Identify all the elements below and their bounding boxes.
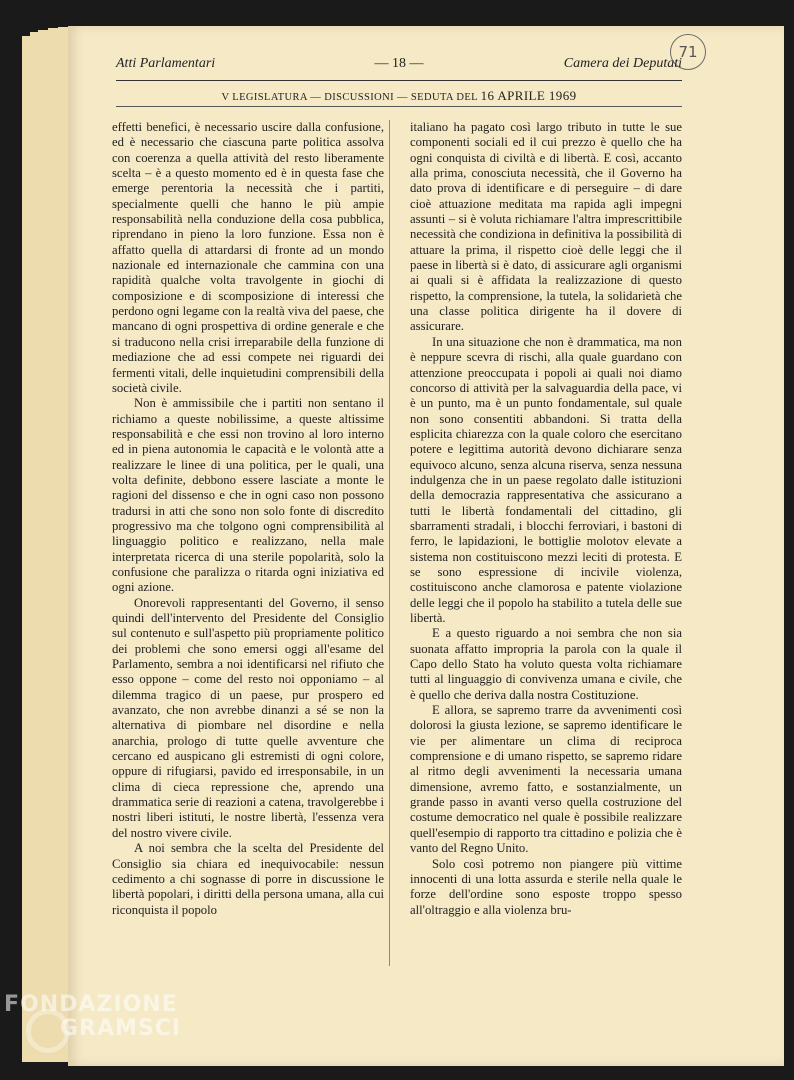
watermark-logo	[4, 993, 181, 1041]
paragraph: E allora, se sapremo trarre da avvenimenti così dolorosi la giusta lezione, se sapremo identificare le vie per alimentare un clima di reciproca comprensione e di umano rispetto, se sapremo ridare al ritmo degli avvenimenti la necessaria umana dimensione, avremo fatto, e sostanzialmente, un grande passo in avanti verso quella costruzione del costume democratico nel quale è possibile realizzare quell'esempio di rapporto tra cittadino e polizia che è vanto del Regno Unito.	[410, 703, 682, 856]
running-header	[116, 56, 682, 80]
paragraph: effetti benefici, è necessario uscire dalla confusione, ed è necessario che ciascuna parte politica assolva con coerenza a quella attività del resto liberamente scelta – è a questo momento ed è in questa fase che emerge perentoria la necessità che i partiti, specialmente quelli che hanno le più ampie responsabilità nella conduzione della cosa pubblica, riprendano in pieno la loro funzione. Essa non è affatto quella di attardarsi di fronte ad un mondo nazionale ed internazionale che cammina con una rapidità qualche volta travolgente in giochi di composizione e di scomposizione di interessi che perdono ogni legame con la realtà viva del paese, che mancano di ogni prospettiva di ordine generale e che si traducono nella crisi irreparabile della funzione di mediazione che ad essi compete nei riguardi dei fermenti vitali, delle inquietudini comprensibili della società civile.	[112, 120, 384, 395]
session-date: 16 APRILE 1969	[480, 88, 577, 103]
paragraph: Solo così potremo non piangere più vittime innocenti di una lotta assurda e sterile nella quale le forze dell'ordine sono esposte troppo spesso all'oltraggio e alla violenza bru-	[410, 856, 682, 917]
session-text: V LEGISLATURA — DISCUSSIONI — SEDUTA DEL	[221, 92, 478, 103]
header-left: Atti Parlamentari	[116, 56, 216, 71]
paragraph: In una situazione che non è drammatica, ma non è neppure scevra di rischi, alla quale guardano con attenzione preoccupata i popoli ai quali noi diamo concorso di attività per la salvaguardia della pace, vi è un punto, ma è un punto fondamentale, sul quale non sono consentiti abbandoni. Si tratta della esplicita chiarezza con la quale coloro che esercitano potere e legittima autorità devono dichiarare senza equivoco alcuno, senza alcuna riserva, senza nessuna indulgenza che in un paese regolato dalle istituzioni della democrazia rappresentativa che assicurano a tutti le libertà fondamentali del cittadino, gli sbarramenti stradali, i blocchi ferroviari, i bastoni di ferro, le lapidazioni, le bottiglie molotov elevate a sistema non costituiscono mezzi leciti di protesta. E se sono espressione di incivile violenza, costituiscono anche clamorosa e patente violazione delle leggi che il popolo ha stabilito a tutela delle sue libertà.	[410, 334, 682, 625]
left-column	[112, 120, 384, 918]
page-number: — 18 —	[374, 56, 424, 71]
paragraph: italiano ha pagato così largo tributo in tutte le sue componenti sociali ed il cui prezzo è quello che ha ogni conquista di civiltà e di libertà. E così, accanto alla prima, conosciuta necessità, che il Governo ha dato prova di identificare e di perseguire – di dare cioè attuazione meditata ma rapida agli impegni assunti – si è voluta richiamare l'altra imprescrittibile necessità che condiziona in definitiva la possibilità di attuare la prima, il rispetto cioè delle leggi che il paese in libertà si è dato, di assicurare agli organismi ai quali si è affidata la realizzazione di questo rispetto, la comprensione, la tutela, la solidarietà che una classe politica dirigente ha il dovere di assicurare.	[410, 120, 682, 334]
paragraph: Non è ammissibile che i partiti non sentano il richiamo a queste nobilissime, a queste altissime responsabilità e che essi non trovino al loro interno ed in piena autonomia le capacità e le volontà atte a realizzare le linee di una politica, per le quali, una volta definite, debbono essere lasciate a monte le ragioni del dissenso e che in ogni caso non possono tradursi in atti che sono non solo fonte di discredito progressivo ma che tolgono ogni comprensibilità al linguaggio politico e realizzano, nella male interpretata ricerca di una sterile popolarità, solo la confusione che paralizza o ritarda ogni iniziativa ed ogni azione.	[112, 396, 384, 595]
session-line	[116, 88, 682, 104]
column-divider	[389, 120, 390, 966]
header-rule	[116, 80, 682, 81]
paragraph: A noi sembra che la scelta del Presidente del Consiglio sia chiara ed inequivocabile: nessun cedimento a chi sognasse di porre in discussione le libertà popolari, i diritti della persona umana, alla cui riconquista il popolo	[112, 841, 384, 917]
paragraph: Onorevoli rappresentanti del Governo, il senso quindi dell'intervento del Presidente del Consiglio sul contenuto e sull'aspetto più propriamente politico dei problemi che sono emersi oggi all'esame del Parlamento, sembra a noi identificarsi nel rifiuto che esso oppone – come del resto noi opponiamo – al dilemma tragico di un paese, pur prospero ed avanzato, che non avrebbe dinanzi a sé se non la alternativa di piombare nel disordine e nella anarchia, prologo di tutte quelle avventure che cercano ed auspicano gli estremisti di ogni colore, oppure di rifugiarsi, pavido ed irresponsabile, in un clima di cieca repressione che, aprendo una drammatica serie di reazioni a catena, travolgerebbe i nostri liberi istituti, le nostre libertà, l'essenza vera del nostro vivere civile.	[112, 595, 384, 840]
page-stamp: 71	[670, 34, 706, 70]
gramsci-logo-icon	[26, 1009, 70, 1053]
subheader-rule	[116, 106, 682, 107]
right-column	[410, 120, 682, 918]
watermark-line2: GRAMSCI	[60, 1016, 182, 1041]
watermark-line1: FONDAZIONE	[4, 992, 178, 1017]
paragraph: E a questo riguardo a noi sembra che non sia suonata affatto impropria la parola con la quale il Capo dello Stato ha voluto questa volta richiamare tutti al linguaggio di convivenza umana e civile, che è quello che deriva dalla nostra Costituzione.	[410, 626, 682, 702]
header-right: Camera dei Deputati	[563, 56, 682, 71]
